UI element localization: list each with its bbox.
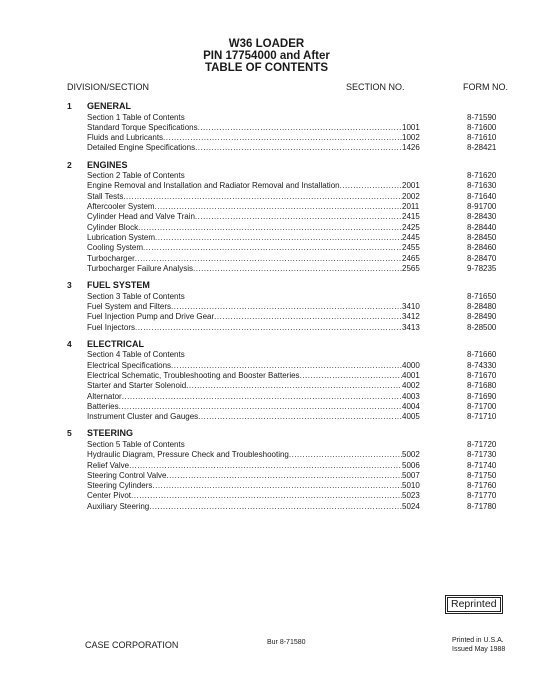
- toc-entry-section-number: 2001: [402, 181, 420, 191]
- toc-entry: [87, 381, 507, 391]
- toc-entry-form-number: 8-71680: [467, 381, 497, 391]
- toc-entry: [87, 491, 507, 501]
- toc-entry-title: Cylinder Head and Valve Train: [87, 212, 195, 222]
- toc-entry-title: Section 4 Table of Contents: [87, 350, 185, 360]
- toc-entry-form-number: 8-28460: [467, 243, 497, 253]
- toc-entry-title: Electrical Schematic, Troubleshooting and Booster Batteries: [87, 370, 300, 380]
- toc-section: [67, 428, 507, 512]
- dot-leader: [289, 450, 402, 460]
- toc-entry-title: Lubrication System: [87, 232, 156, 242]
- dot-leader: [138, 223, 402, 233]
- toc-entry: [87, 223, 507, 233]
- toc-entry: [87, 302, 507, 312]
- toc-entry-title: Turbocharger: [87, 253, 135, 263]
- toc-entry-leader-row: [87, 402, 402, 412]
- toc-entry-section-number: 5010: [402, 481, 420, 491]
- toc-entry-title: Steering Cylinders: [87, 481, 153, 491]
- reprinted-stamp: Reprinted: [447, 597, 501, 612]
- toc-entry-leader-row: [87, 181, 402, 191]
- toc-entry-title: Auxiliary Steering: [87, 501, 150, 511]
- toc-entry-section-number: 4004: [402, 401, 420, 411]
- toc-entry-form-number: 8-71620: [467, 171, 497, 181]
- dot-leader: [163, 133, 402, 143]
- toc-entry: [87, 371, 507, 381]
- dot-leader: [198, 123, 402, 133]
- dot-leader: [135, 254, 402, 264]
- toc-entry-form-number: 8-71700: [467, 401, 497, 411]
- footer-print-info: [452, 636, 505, 654]
- footer-issued-date: Issued May 1988: [452, 646, 506, 653]
- toc-entry-section-number: 4001: [402, 370, 420, 380]
- toc-section: [67, 280, 507, 333]
- toc-entry-leader-row: [87, 123, 402, 133]
- toc-entry-leader-row: [87, 461, 402, 471]
- toc-entry-form-number: 8-28450: [467, 232, 497, 242]
- toc-entry-form-number: 8-71710: [467, 412, 497, 422]
- toc-entry-form-number: 8-74330: [467, 360, 497, 370]
- toc-entry-title: Electrical Specifications: [87, 360, 172, 370]
- toc-entry: [87, 202, 507, 212]
- toc-entry: [87, 192, 507, 202]
- table-of-contents: [67, 101, 507, 518]
- toc-entry-title: Batteries: [87, 401, 119, 411]
- toc-entry-leader-row: [87, 450, 402, 460]
- toc-entry-section-number: 1426: [402, 143, 420, 153]
- dot-leader: [143, 243, 402, 253]
- toc-entry: [87, 254, 507, 264]
- toc-entry-title: Engine Removal and Installation and Radiator Removal and Installation: [87, 181, 340, 191]
- toc-entry-leader-row: [87, 371, 402, 381]
- toc-entry-form-number: 8-28500: [467, 322, 497, 332]
- toc-entry-form-number: 8-28470: [467, 253, 497, 263]
- footer-company: CASE CORPORATION: [85, 640, 179, 650]
- footer-printed-in: Printed in U.S.A.: [452, 637, 504, 644]
- toc-entry-form-number: 8-28440: [467, 222, 497, 232]
- toc-entry-title: Stall Tests: [87, 191, 124, 201]
- dot-leader: [135, 323, 402, 333]
- dot-leader: [166, 471, 402, 481]
- dot-leader: [131, 491, 402, 501]
- toc-entry-form-number: 8-28480: [467, 301, 497, 311]
- toc-entry-section-number: 3413: [402, 322, 420, 332]
- toc-entry-title: Standard Torque Specifications: [87, 122, 198, 132]
- toc-entry-leader-row: [87, 412, 402, 422]
- toc-entry: [87, 440, 507, 450]
- toc-entry: [87, 502, 507, 512]
- toc-entry-section-number: 4002: [402, 381, 420, 391]
- toc-entry-leader-row: [87, 143, 402, 153]
- toc-entry-leader-row: [87, 264, 402, 274]
- toc-entry-title: Steering Control Valve: [87, 470, 167, 480]
- toc-entry-leader-row: [87, 192, 402, 202]
- toc-entry: [87, 264, 507, 274]
- toc-entry-title: Fuel System and Filters: [87, 301, 172, 311]
- toc-entry: [87, 450, 507, 460]
- toc-entry-form-number: 8-71760: [467, 481, 497, 491]
- toc-entry-title: Starter and Starter Solenoid: [87, 381, 187, 391]
- toc-entry: [87, 181, 507, 191]
- toc-entry-section-number: 2002: [402, 191, 420, 201]
- toc-entry-section-number: 2565: [402, 263, 420, 273]
- toc-entry-title: Section 5 Table of Contents: [87, 439, 185, 449]
- dot-leader: [171, 302, 402, 312]
- toc-entry-form-number: 8-71590: [467, 112, 497, 122]
- toc-entry: [87, 113, 507, 123]
- toc-entry-leader-row: [87, 233, 402, 243]
- toc-entry-form-number: 8-71720: [467, 439, 497, 449]
- toc-entry-section-number: 4005: [402, 412, 420, 422]
- section-number: 3: [67, 280, 72, 291]
- toc-entry-title: Fuel Injection Pump and Drive Gear: [87, 312, 215, 322]
- toc-entry-leader-row: [87, 302, 402, 312]
- toc-entry: [87, 123, 507, 133]
- column-header-section-no: SECTION NO.: [346, 82, 405, 92]
- dot-leader: [186, 381, 402, 391]
- toc-entry-title: Fluids and Lubricants: [87, 133, 164, 143]
- toc-entry-section-number: 5007: [402, 470, 420, 480]
- toc-entry: [87, 133, 507, 143]
- footer-bur-number: Bur 8-71580: [267, 639, 306, 646]
- dot-leader: [193, 264, 402, 274]
- toc-entry-leader-row: [87, 471, 402, 481]
- toc-entry-title: Section 1 Table of Contents: [87, 112, 185, 122]
- document-subtitle: TABLE OF CONTENTS: [204, 62, 329, 74]
- toc-entry-section-number: 4000: [402, 360, 420, 370]
- toc-entry-leader-row: [87, 202, 402, 212]
- toc-entry-leader-row: [87, 133, 402, 143]
- toc-section: [67, 160, 507, 274]
- dot-leader: [195, 212, 402, 222]
- section-number: 4: [67, 338, 72, 349]
- toc-entry-section-number: 5006: [402, 460, 420, 470]
- toc-entry-form-number: 8-71770: [467, 491, 497, 501]
- toc-entry-leader-row: [87, 491, 402, 501]
- dot-leader: [129, 461, 402, 471]
- toc-entry-section-number: 2445: [402, 232, 420, 242]
- toc-entry-form-number: 8-71740: [467, 460, 497, 470]
- toc-entry-section-number: 2415: [402, 212, 420, 222]
- toc-entry-form-number: 8-71640: [467, 191, 497, 201]
- toc-entry-section-number: 1002: [402, 133, 420, 143]
- toc-entry-form-number: 9-78235: [467, 263, 497, 273]
- toc-entry-section-number: 2455: [402, 243, 420, 253]
- toc-entry-section-number: 3410: [402, 301, 420, 311]
- dot-leader: [155, 233, 402, 243]
- column-header-division: DIVISION/SECTION: [67, 82, 150, 92]
- dot-leader: [119, 402, 402, 412]
- dot-leader: [340, 181, 402, 191]
- toc-entry: [87, 292, 507, 302]
- toc-entry-form-number: 8-91700: [467, 202, 497, 212]
- toc-entry-form-number: 8-71600: [467, 122, 497, 132]
- dot-leader: [152, 481, 402, 491]
- toc-entry-form-number: 8-71670: [467, 370, 497, 380]
- toc-entry-title: Cooling System: [87, 243, 144, 253]
- toc-entry: [87, 412, 507, 422]
- toc-entry: [87, 312, 507, 322]
- dot-leader: [171, 361, 402, 371]
- toc-entry: [87, 461, 507, 471]
- section-title: GENERAL: [87, 101, 132, 111]
- toc-entry-form-number: 8-28490: [467, 312, 497, 322]
- toc-entry-title: Detailed Engine Specifications: [87, 143, 196, 153]
- toc-entry-title: Relief Valve: [87, 460, 130, 470]
- toc-entry-title: Cylinder Block: [87, 222, 139, 232]
- toc-entry-leader-row: [87, 212, 402, 222]
- toc-entry-leader-row: [87, 323, 402, 333]
- dot-leader: [122, 392, 402, 402]
- toc-entry: [87, 350, 507, 360]
- toc-entry: [87, 323, 507, 333]
- toc-entry-title: Aftercooler System: [87, 202, 155, 212]
- toc-entry: [87, 233, 507, 243]
- toc-entry-section-number: 1001: [402, 122, 420, 132]
- dot-leader: [214, 312, 402, 322]
- toc-entry-form-number: 8-71630: [467, 181, 497, 191]
- document-title: W36 LOADER: [228, 38, 305, 50]
- toc-entry-section-number: 4003: [402, 391, 420, 401]
- toc-entry-form-number: 8-28421: [467, 143, 497, 153]
- toc-entry-title: Instrument Cluster and Gauges: [87, 412, 199, 422]
- toc-entry-leader-row: [87, 481, 402, 491]
- toc-entry-form-number: 8-71650: [467, 291, 497, 301]
- document-pin-range: PIN 17754000 and After: [203, 50, 330, 62]
- toc-entry: [87, 361, 507, 371]
- section-number: 5: [67, 428, 72, 439]
- toc-entry: [87, 171, 507, 181]
- section-title: STEERING: [87, 428, 134, 439]
- toc-entry: [87, 471, 507, 481]
- toc-section: [67, 101, 507, 154]
- toc-entry-leader-row: [87, 361, 402, 371]
- dot-leader: [149, 502, 402, 512]
- toc-section: [67, 339, 507, 423]
- section-title: FUEL SYSTEM: [87, 280, 150, 291]
- toc-entry-leader-row: [87, 392, 402, 402]
- toc-entry-section-number: 2425: [402, 222, 420, 232]
- dot-leader: [123, 192, 402, 202]
- toc-entry-form-number: 8-71690: [467, 391, 497, 401]
- toc-entry: [87, 243, 507, 253]
- toc-entry-leader-row: [87, 312, 402, 322]
- toc-entry-title: Section 3 Table of Contents: [87, 291, 185, 301]
- toc-entry-form-number: 8-71730: [467, 450, 497, 460]
- toc-entry: [87, 481, 507, 491]
- toc-entry-leader-row: [87, 223, 402, 233]
- toc-entry-section-number: 5024: [402, 501, 420, 511]
- dot-leader: [300, 371, 402, 381]
- toc-entry-title: Alternator: [87, 391, 122, 401]
- toc-entry-title: Center Pivot: [87, 491, 132, 501]
- section-number: 2: [67, 159, 72, 170]
- section-title: ELECTRICAL: [87, 338, 144, 349]
- toc-entry-leader-row: [87, 502, 402, 512]
- toc-entry-leader-row: [87, 243, 402, 253]
- toc-entry-title: Turbocharger Failure Analysis: [87, 263, 193, 273]
- dot-leader: [195, 143, 402, 153]
- toc-entry-leader-row: [87, 381, 402, 391]
- toc-entry-section-number: 5002: [402, 450, 420, 460]
- toc-entry-section-number: 5023: [402, 491, 420, 501]
- toc-entry-form-number: 8-28430: [467, 212, 497, 222]
- section-number: 1: [67, 101, 72, 111]
- toc-entry-leader-row: [87, 254, 402, 264]
- dot-leader: [198, 412, 402, 422]
- toc-entry: [87, 392, 507, 402]
- column-header-form-no: FORM NO.: [463, 82, 508, 92]
- toc-entry-title: Section 2 Table of Contents: [87, 171, 185, 181]
- section-title: ENGINES: [87, 159, 128, 170]
- toc-entry: [87, 212, 507, 222]
- toc-entry-title: Hydraulic Diagram, Pressure Check and Troubleshooting: [87, 450, 289, 460]
- dot-leader: [155, 202, 402, 212]
- document-title-block: [0, 38, 533, 74]
- toc-entry-form-number: 8-71610: [467, 133, 497, 143]
- toc-entry: [87, 402, 507, 412]
- toc-entry-section-number: 2465: [402, 253, 420, 263]
- toc-entry-form-number: 8-71750: [467, 470, 497, 480]
- toc-entry-section-number: 2011: [402, 202, 420, 212]
- toc-entry-form-number: 8-71780: [467, 501, 497, 511]
- toc-entry-section-number: 3412: [402, 312, 420, 322]
- toc-entry-form-number: 8-71660: [467, 350, 497, 360]
- toc-entry: [87, 143, 507, 153]
- toc-entry-title: Fuel Injectors: [87, 322, 136, 332]
